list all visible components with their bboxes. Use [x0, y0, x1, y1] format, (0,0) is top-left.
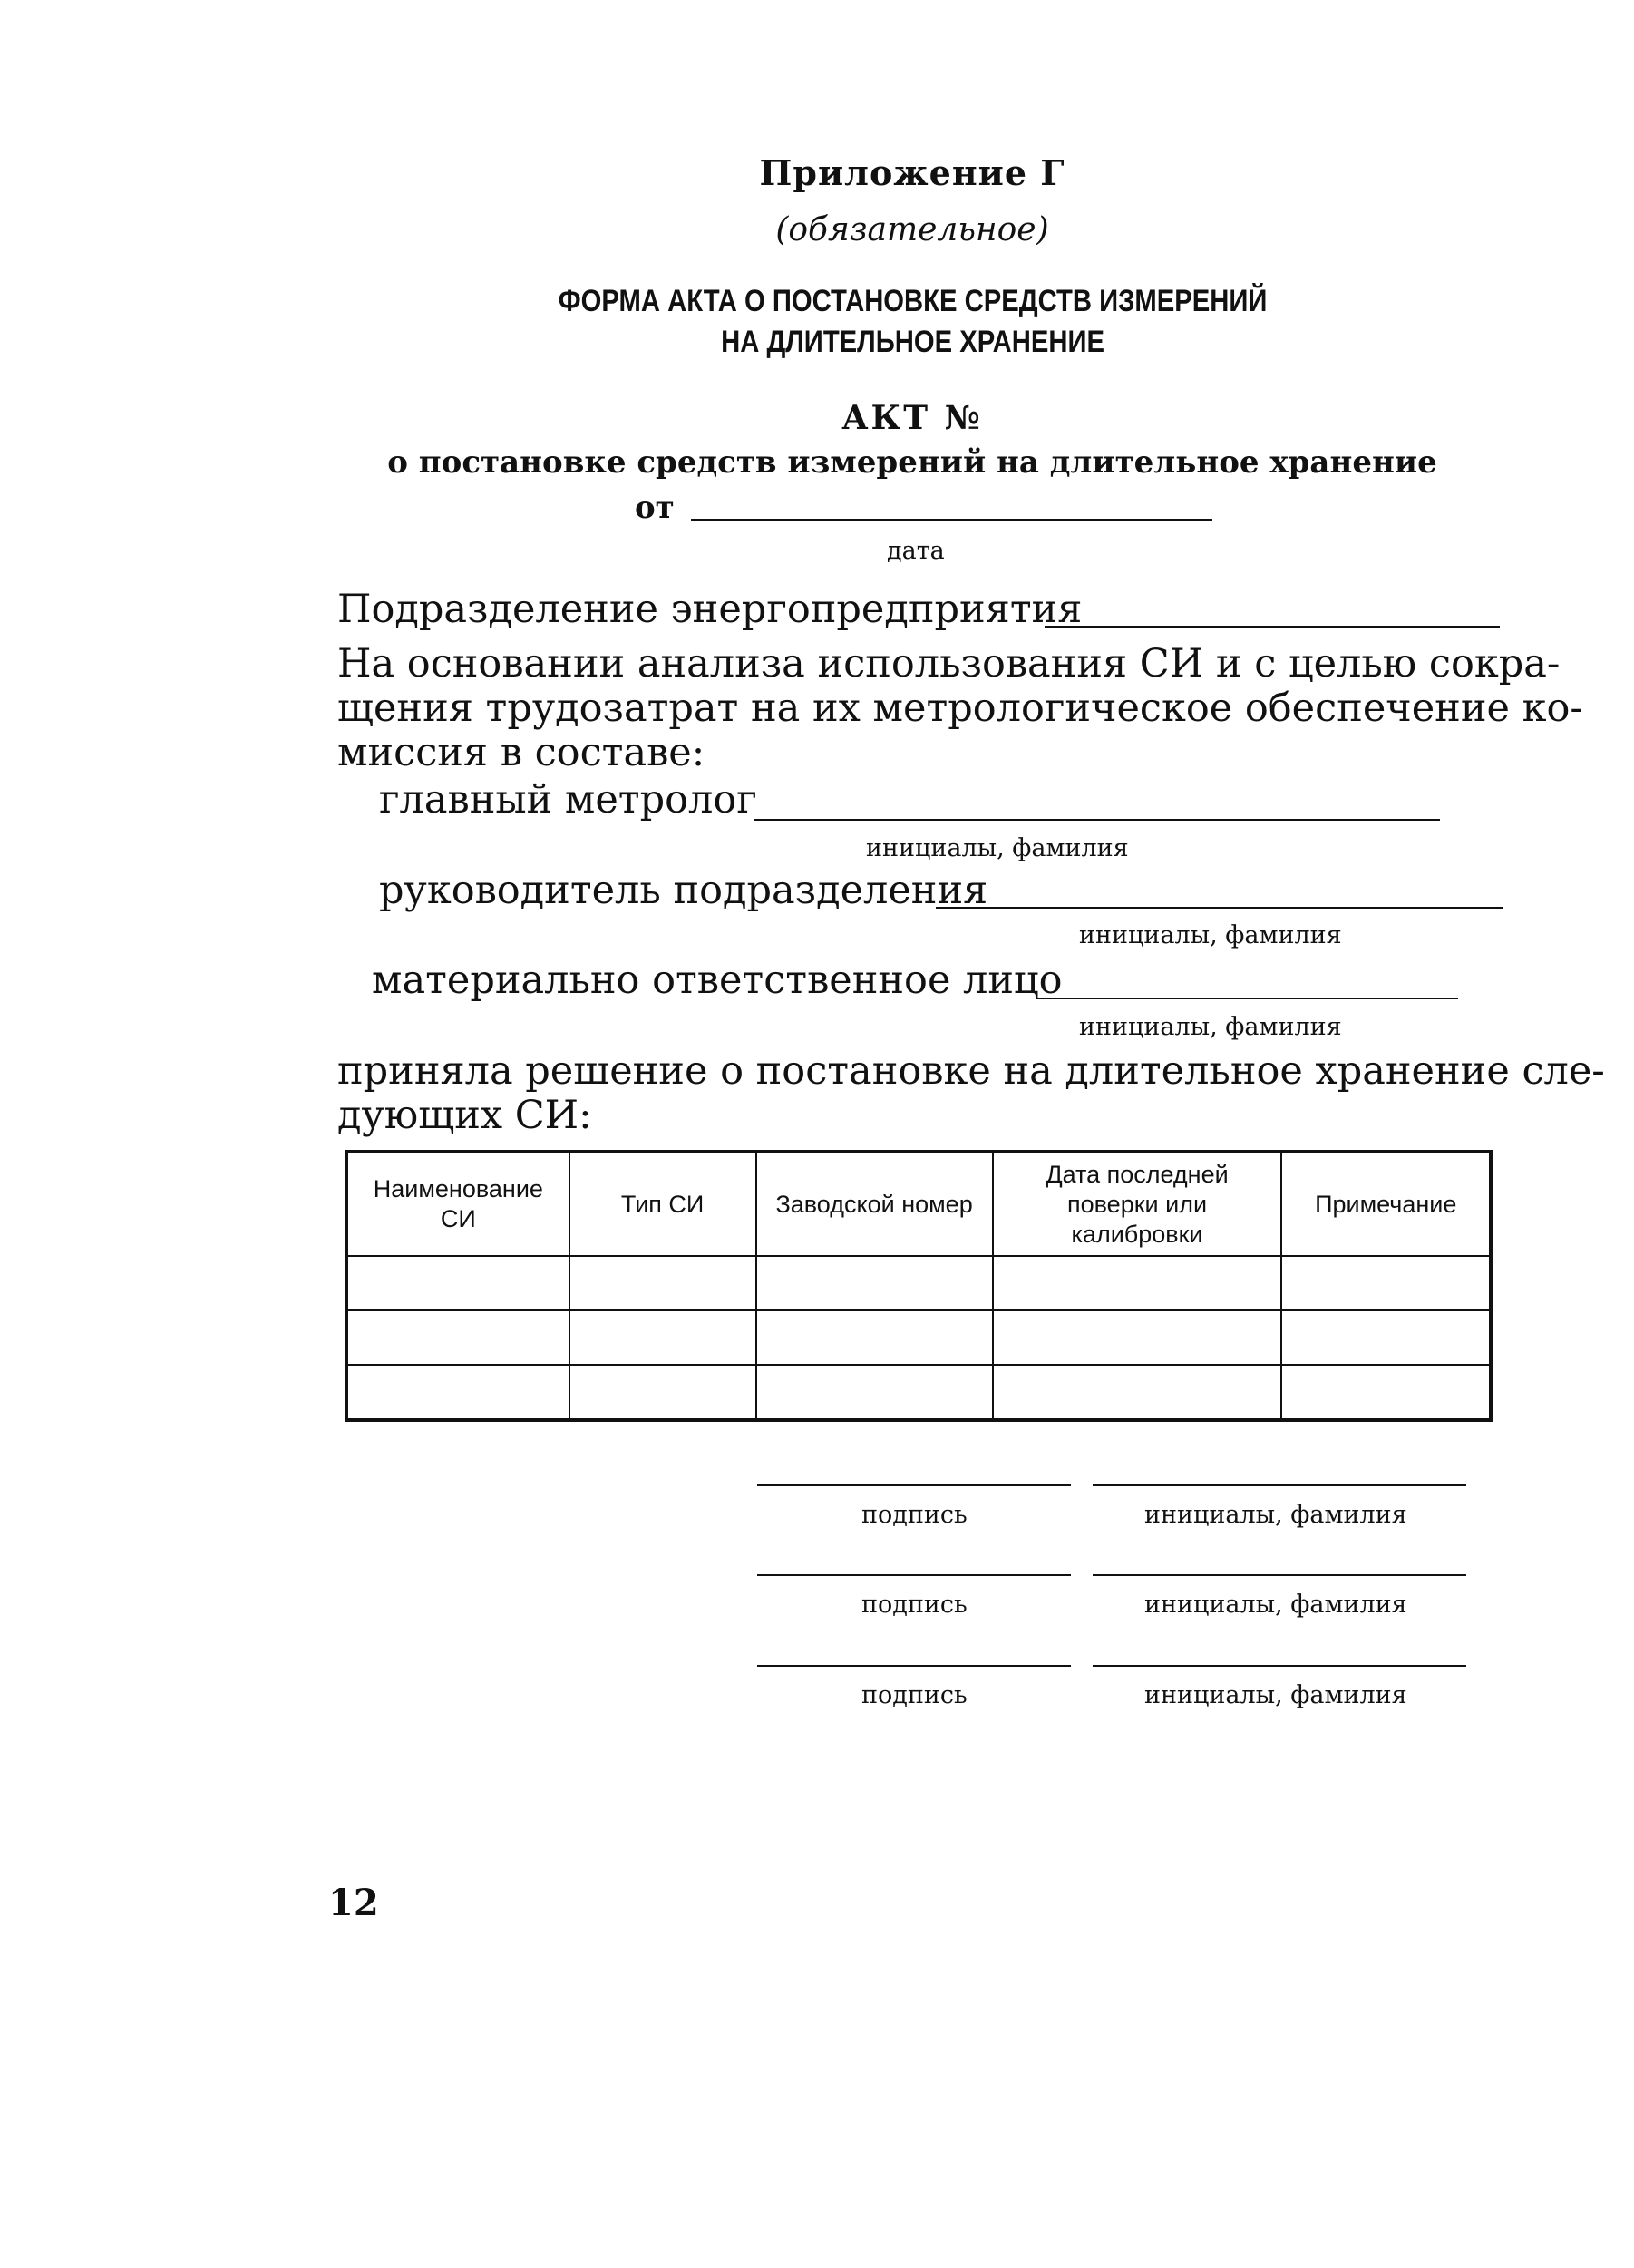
table-cell[interactable] — [346, 1256, 569, 1310]
table-cell[interactable] — [756, 1310, 993, 1365]
date-prefix: от — [635, 490, 675, 526]
paragraph-line2: щения трудозатрат на их метрологическое обеспечение ко- — [337, 686, 1583, 731]
appendix-title: Приложение Г — [759, 152, 1065, 193]
table-cell[interactable] — [569, 1365, 756, 1420]
decision-line2: дующих СИ: — [337, 1093, 592, 1138]
signature-label: подпись — [861, 1681, 968, 1709]
name-label: инициалы, фамилия — [1144, 1591, 1407, 1619]
form-title-line1: ФОРМА АКТА О ПОСТАНОВКЕ СРЕДСТВ ИЗМЕРЕНИЙ — [558, 284, 1268, 318]
member-hint: инициалы, фамилия — [866, 834, 1129, 862]
table-cell[interactable] — [1281, 1365, 1491, 1420]
table-row — [346, 1310, 1491, 1365]
table-cell[interactable] — [993, 1256, 1282, 1310]
table-cell[interactable] — [346, 1365, 569, 1420]
form-title-line2: НА ДЛИТЕЛЬНОЕ ХРАНЕНИЕ — [721, 325, 1105, 359]
date-label: дата — [887, 537, 945, 565]
table-cell[interactable] — [993, 1310, 1282, 1365]
department-field-line[interactable] — [1045, 626, 1500, 628]
decision-line1: приняла решение о постановке на длительное хранение сле- — [337, 1048, 1605, 1094]
name-label: инициалы, фамилия — [1144, 1501, 1407, 1529]
table-cell[interactable] — [346, 1310, 569, 1365]
col-header-type: Тип СИ — [569, 1152, 756, 1256]
page-number: 12 — [328, 1882, 379, 1924]
table-cell[interactable] — [756, 1256, 993, 1310]
signature-line[interactable] — [757, 1665, 1071, 1667]
member-hint: инициалы, фамилия — [1079, 921, 1342, 949]
paragraph-line1: На основании анализа использования СИ и с целью сокра- — [337, 641, 1561, 686]
signature-line[interactable] — [757, 1574, 1071, 1576]
table-cell[interactable] — [1281, 1310, 1491, 1365]
member-field-chief-metrologist[interactable] — [754, 819, 1440, 821]
table-cell[interactable] — [569, 1256, 756, 1310]
member-field-responsible-person[interactable] — [1036, 998, 1458, 999]
department-label: Подразделение энергопредприятия — [337, 587, 1083, 632]
signature-label: подпись — [861, 1501, 968, 1529]
act-title: АКТ № — [841, 399, 983, 437]
member-role-department-head: руководитель подразделения — [379, 868, 988, 913]
table-row — [346, 1365, 1491, 1420]
si-table — [345, 1150, 1493, 1422]
col-header-name: Наименование СИ — [346, 1152, 569, 1256]
signature-line[interactable] — [757, 1484, 1071, 1486]
table-cell[interactable] — [569, 1310, 756, 1365]
member-role-responsible-person: материально ответственное лицо — [372, 958, 1063, 1003]
table-header-row — [346, 1152, 1491, 1256]
table-row — [346, 1256, 1491, 1310]
col-header-note: Примечание — [1281, 1152, 1491, 1256]
table-cell[interactable] — [1281, 1256, 1491, 1310]
name-line[interactable] — [1093, 1574, 1466, 1576]
name-line[interactable] — [1093, 1665, 1466, 1667]
member-role-chief-metrologist: главный метролог — [379, 777, 757, 823]
member-field-department-head[interactable] — [936, 907, 1503, 909]
signature-label: подпись — [861, 1591, 968, 1619]
member-hint: инициалы, фамилия — [1079, 1013, 1342, 1041]
table-cell[interactable] — [756, 1365, 993, 1420]
paragraph-line3: миссия в составе: — [337, 730, 705, 775]
col-header-last-check: Дата последней поверки или калибровки — [993, 1152, 1282, 1256]
name-label: инициалы, фамилия — [1144, 1681, 1407, 1709]
act-subtitle: о постановке средств измерений на длительное хранение — [387, 444, 1437, 481]
table-cell[interactable] — [993, 1365, 1282, 1420]
appendix-status: (обязательное) — [775, 211, 1049, 248]
date-field-line[interactable] — [691, 519, 1212, 521]
col-header-serial: Заводской номер — [756, 1152, 993, 1256]
name-line[interactable] — [1093, 1484, 1466, 1486]
